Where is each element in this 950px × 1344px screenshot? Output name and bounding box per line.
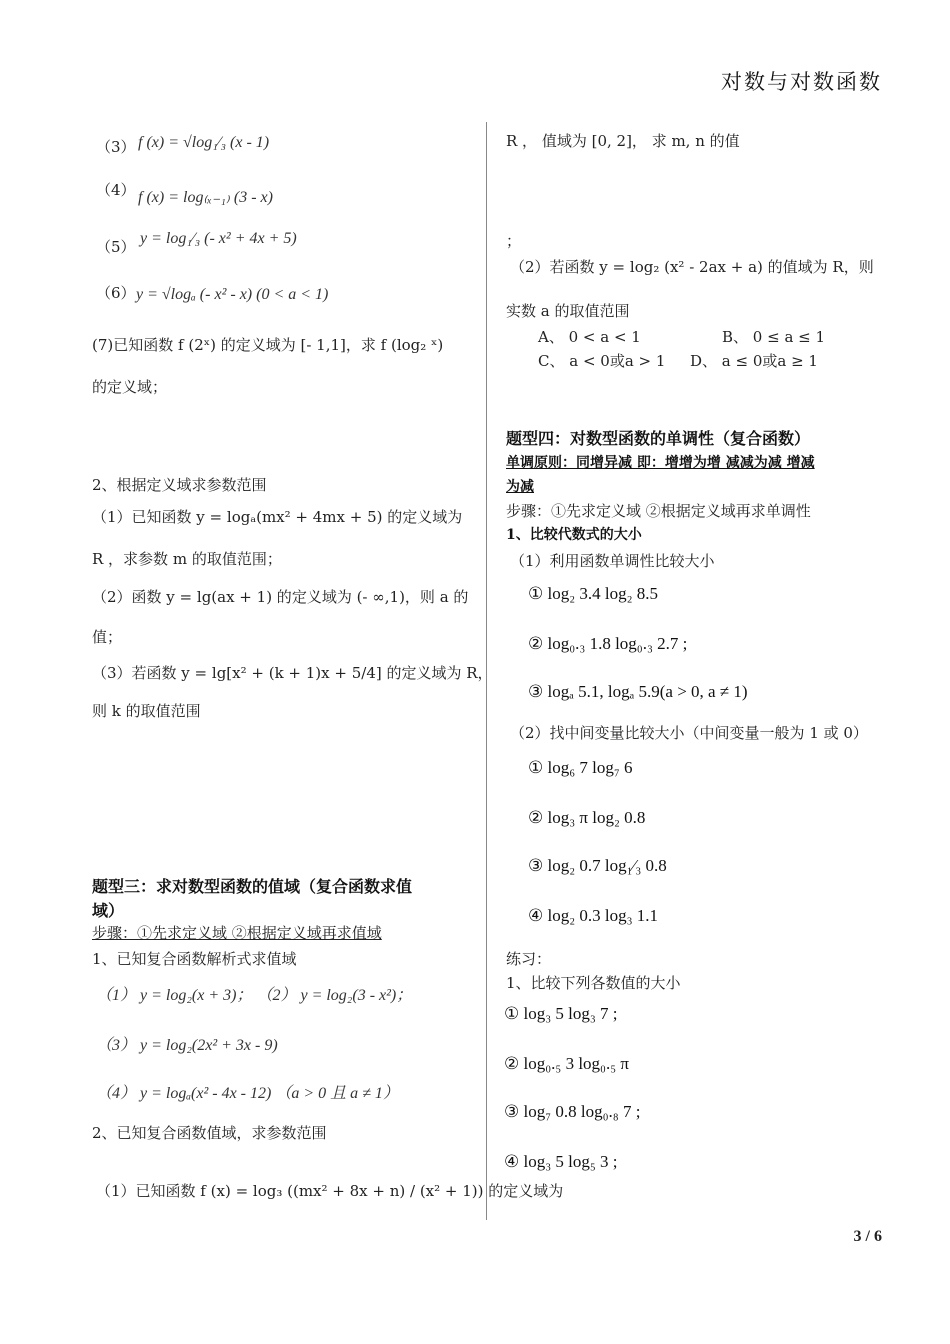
compare-2-4: ④ log₂ 0.3 log₃ 1.1: [528, 906, 659, 925]
continuation-line: R ， 值域为 [0, 2]， 求 m, n 的值: [506, 132, 740, 150]
item-6-formula: y = √logₐ (- x² - x) (0 < a < 1): [136, 286, 329, 303]
compare-1-1: ① log₂ 3.4 log₂ 8.5: [528, 584, 659, 603]
item-7-text: (7)已知函数 f (2ˣ) 的定义域为 [- 1,1]，求 f (log₂ ˣ): [92, 336, 444, 354]
page-number: 3 / 6: [853, 1228, 882, 1245]
param-1-line1: （1）已知函数 y = logₐ(mx² + 4mx + 5) 的定义域为: [92, 508, 463, 526]
exercise-1-3: ③ log₇ 0.8 log₀.₈ 7 ;: [504, 1102, 641, 1121]
value-range-item-3: （3） y = log₂(2x² + 3x - 9): [96, 1037, 278, 1054]
compare-2-3: ③ log₂ 0.7 log₁⁄₃ 0.8: [528, 856, 667, 875]
param-3-line1: （3）若函数 y = lg[x² + (k + 1)x + 5/4] 的定义域为 R，: [92, 664, 493, 682]
param-1-line2: R ，求参数 m 的取值范围；: [92, 550, 282, 568]
type-4-steps: 步骤：①先求定义域 ②根据定义域再求单调性: [506, 502, 811, 520]
type-3-heading: 题型三：求对数型函数的值域（复合函数求值: [92, 877, 413, 896]
value-range-param-2: （2）若函数 y = log₂ (x² - 2ax + a) 的值域为 R，则: [510, 258, 874, 276]
type-3-heading-cont: 域）: [92, 901, 125, 920]
value-range-heading-2: 2、已知复合函数值域，求参数范围: [92, 1124, 327, 1142]
compare-method-1: （1）利用函数单调性比较大小: [510, 552, 715, 570]
page-header-title: 对数与对数函数: [721, 70, 882, 94]
item-4-label: （4）: [96, 181, 136, 199]
compare-1-3: ③ logₐ 5.1, logₐ 5.9(a > 0, a ≠ 1): [528, 682, 748, 701]
type-4-heading: 题型四：对数型函数的单调性（复合函数）: [506, 429, 811, 448]
exercise-1-1: ① log₃ 5 log₃ 7 ;: [504, 1004, 618, 1023]
monotonic-rule: 单调原则：同增异减 即：增增为增 减减为减 增减: [506, 455, 815, 471]
monotonic-rule-cont: 为减: [506, 479, 534, 495]
value-range-heading-1: 1、已知复合函数解析式求值域: [92, 950, 297, 968]
value-range-items-1-2: （1） y = log₂(x + 3)； （2） y = log₂(3 - x²)；: [96, 987, 413, 1004]
compare-2-1: ① log₆ 7 log₇ 6: [528, 758, 633, 777]
item-5-formula: y = log₁⁄₃ (- x² + 4x + 5): [140, 230, 297, 247]
option-c: C、 a < 0或a > 1: [538, 352, 666, 370]
compare-1-2: ② log₀.₃ 1.8 log₀.₃ 2.7 ;: [528, 634, 688, 653]
item-6-label: （6）: [96, 284, 136, 302]
value-range-param-2-cont: 实数 a 的取值范围: [506, 302, 630, 320]
value-range-param-1: （1）已知函数 f (x) = log₃ ((mx² + 8x + n) / (x² + 1)) 的定义域为: [96, 1182, 564, 1200]
item-4-formula: f (x) = log₍ₓ₋₁₎ (3 - x): [138, 189, 273, 206]
exercise-1-heading: 1、比较下列各数值的大小: [506, 974, 681, 992]
item-3-formula: f (x) = √log₁⁄₃ (x - 1): [138, 134, 270, 151]
item-3-label: （3）: [96, 138, 136, 156]
exercise-1-2: ② log₀.₅ 3 log₀.₅ π: [504, 1054, 629, 1073]
option-b: B、 0 ≤ a ≤ 1: [722, 328, 826, 346]
option-d: D、 a ≤ 0或a ≥ 1: [690, 352, 818, 370]
item-5-label: （5）: [96, 238, 136, 256]
param-2-line2: 值；: [92, 628, 123, 646]
exercise-heading: 练习：: [506, 950, 552, 968]
continuation-semicolon: ；: [506, 232, 522, 250]
value-range-item-4: （4） y = logₐ(x² - 4x - 12) （a > 0 且 a ≠ 1）: [96, 1085, 399, 1102]
param-2-line1: （2）函数 y = lg(ax + 1) 的定义域为 (- ∞,1)，则 a 的: [92, 588, 469, 606]
exercise-1-4: ④ log₃ 5 log₅ 3 ;: [504, 1152, 618, 1171]
compare-2-2: ② log₃ π log₂ 0.8: [528, 808, 646, 827]
section-2-heading: 2、根据定义域求参数范围: [92, 476, 267, 494]
type-3-steps: 步骤：①先求定义域 ②根据定义域再求值域: [92, 924, 382, 942]
option-a: A、 0 < a < 1: [538, 328, 641, 346]
param-3-line2: 则 k 的取值范围: [92, 702, 201, 720]
compare-method-2: （2）找中间变量比较大小（中间变量一般为 1 或 0）: [510, 724, 868, 742]
compare-heading: 1、比较代数式的大小: [506, 527, 642, 543]
item-7-text-cont: 的定义域；: [92, 378, 168, 396]
